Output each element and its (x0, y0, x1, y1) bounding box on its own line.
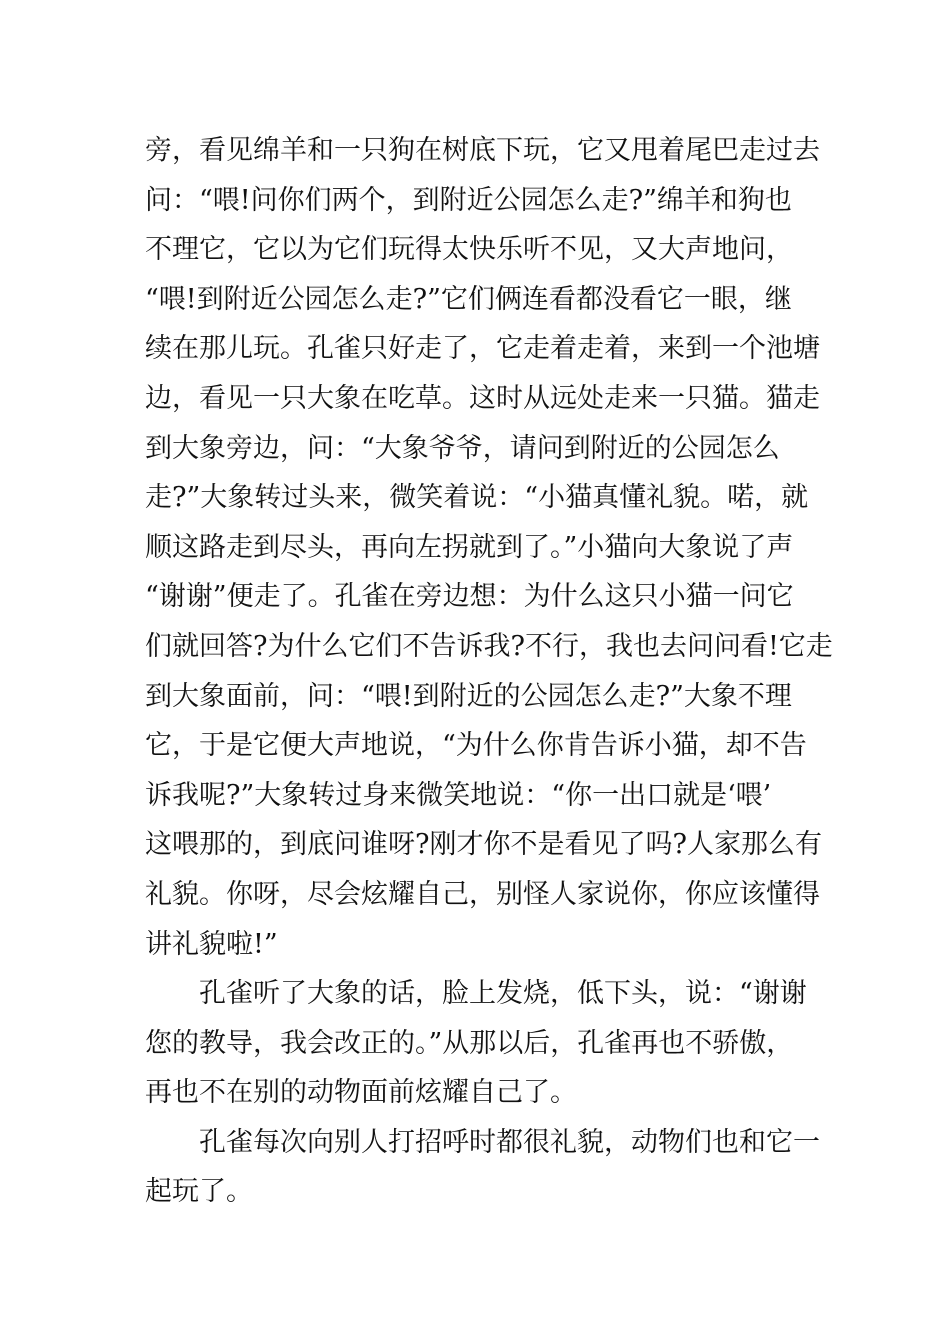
text-line: 问：“喂!问你们两个，到附近公园怎么走?”绵羊和狗也 (145, 184, 792, 216)
text-line: 讲礼貌啦!” (145, 928, 278, 960)
text-line: 起玩了。 (145, 1176, 253, 1208)
paragraph-3 (145, 1118, 820, 1217)
text-line: 旁，看见绵羊和一只狗在树底下玩，它又甩着尾巴走过去 (145, 135, 820, 166)
paragraph-2 (145, 969, 815, 1118)
text-line: 诉我呢?”大象转过身来微笑地说：“你一出口就是‘喂’ (145, 779, 772, 811)
text-line: 不理它，它以为它们玩得太快乐听不见，又大声地问， (145, 234, 793, 266)
text-line: 它，于是它便大声地说，“为什么你肯告诉小猫，却不告 (145, 730, 807, 762)
text-line: 礼貌。你呀，尽会炫耀自己，别怪人家说你，你应该懂得 (145, 878, 820, 910)
text-line: 您的教导，我会改正的。”从那以后，孔雀再也不骄傲， (145, 1027, 794, 1059)
text-line: 孔雀每次向别人打招呼时都很礼貌，动物们也和它一 (199, 1126, 820, 1158)
text-line: 再也不在别的动物面前炫耀自己了。 (145, 1077, 577, 1109)
text-line: 到大象面前，问：“喂!到附近的公园怎么走?”大象不理 (145, 680, 792, 712)
text-line: 们就回答?为什么它们不告诉我?不行，我也去问问看!它走 (145, 630, 833, 662)
text-line: “喂!到附近公园怎么走?”它们俩连看都没看它一眼，继 (145, 283, 792, 315)
text-line: 走?”大象转过头来，微笑着说：“小猫真懂礼貌。喏，就 (145, 482, 809, 514)
text-line: “谢谢”便走了。孔雀在旁边想：为什么这只小猫一问它 (145, 581, 794, 613)
text-line: 续在那儿玩。孔雀只好走了，它走着走着，来到一个池塘 (145, 333, 820, 365)
story-body (145, 126, 833, 1217)
paragraph-1 (145, 126, 833, 969)
text-line: 这喂那的，到底问谁呀?刚才你不是看见了吗?人家那么有 (145, 829, 822, 861)
text-line: 顺这路走到尽头，再向左拐就到了。”小猫向大象说了声 (145, 531, 794, 563)
text-line: 孔雀听了大象的话，脸上发烧，低下头，说：“谢谢 (199, 978, 807, 1010)
text-line: 边，看见一只大象在吃草。这时从远处走来一只猫。猫走 (145, 382, 820, 414)
text-line: 到大象旁边，问：“大象爷爷，请问到附近的公园怎么 (145, 432, 780, 464)
